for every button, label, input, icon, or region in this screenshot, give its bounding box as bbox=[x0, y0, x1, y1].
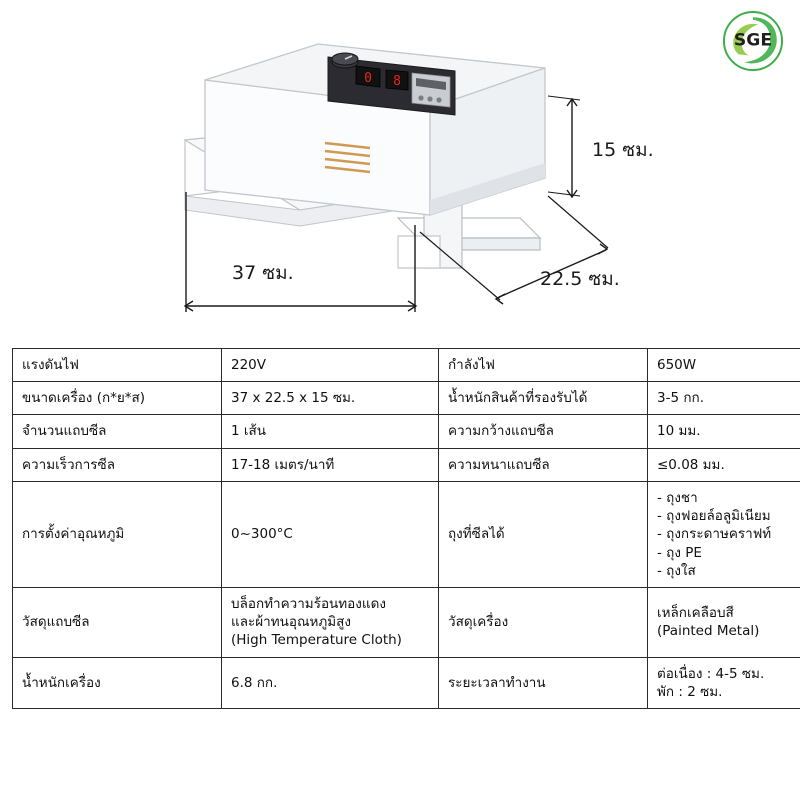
svg-text:0: 0 bbox=[364, 71, 372, 86]
spec-value-line: บล็อกทำความร้อนทองแดง bbox=[231, 595, 386, 612]
spec-label: ระยะเวลาทำงาน bbox=[439, 657, 648, 708]
spec-label: กำลังไฟ bbox=[439, 349, 648, 382]
product-illustration bbox=[0, 0, 800, 340]
spec-value-line: และผ้าทนอุณหภูมิสูง bbox=[231, 614, 352, 631]
sge-logo-icon bbox=[720, 8, 786, 74]
spec-value bbox=[222, 415, 439, 448]
spec-value-line: - ถุงใส bbox=[657, 562, 696, 579]
spec-value bbox=[222, 382, 439, 415]
table-row bbox=[13, 587, 800, 657]
svg-text:SGE: SGE bbox=[733, 30, 773, 51]
spec-label: ขนาดเครื่อง (ก*ย*ส) bbox=[13, 382, 222, 415]
table-row bbox=[13, 481, 800, 587]
spec-label: ถุงที่ซีลได้ bbox=[439, 481, 648, 587]
specifications-table bbox=[12, 348, 800, 709]
spec-label: ความเร็วการซีล bbox=[13, 448, 222, 481]
sealing-machine-drawing bbox=[0, 0, 800, 340]
spec-value-line: 1 เส้น bbox=[231, 423, 266, 440]
spec-value bbox=[648, 415, 800, 448]
spec-value-line: (High Temperature Cloth) bbox=[231, 632, 402, 649]
spec-value bbox=[222, 448, 439, 481]
spec-label: วัสดุเครื่อง bbox=[439, 587, 648, 657]
spec-value bbox=[222, 481, 439, 587]
dimension-width-label: 37 ซม. bbox=[232, 262, 294, 284]
spec-value-line: ≤0.08 มม. bbox=[657, 456, 725, 473]
spec-value bbox=[222, 587, 439, 657]
spec-value-line: - ถุง PE bbox=[657, 544, 702, 561]
spec-value bbox=[648, 382, 800, 415]
spec-value-line: 37 x 22.5 x 15 ซม. bbox=[231, 390, 356, 407]
spec-label: น้ำหนักเครื่อง bbox=[13, 657, 222, 708]
spec-value-line: 220V bbox=[231, 357, 267, 373]
dimension-height-label: 15 ซม. bbox=[592, 139, 654, 161]
table-row bbox=[13, 415, 800, 448]
spec-value-line: 650W bbox=[657, 357, 697, 373]
spec-value-line: 10 มม. bbox=[657, 423, 701, 440]
spec-value-line: 6.8 กก. bbox=[231, 674, 278, 691]
spec-value-line: - ถุงฟอยล์อลูมิเนียม bbox=[657, 508, 771, 525]
dimension-depth-label: 22.5 ซม. bbox=[540, 268, 620, 290]
table-row bbox=[13, 657, 800, 708]
spec-label: วัสดุแถบซีล bbox=[13, 587, 222, 657]
spec-value bbox=[648, 657, 800, 708]
spec-label: ความหนาแถบซีล bbox=[439, 448, 648, 481]
spec-value-line: ต่อเนื่อง : 4-5 ซม. bbox=[657, 665, 765, 682]
spec-value-line: 0~300°C bbox=[231, 526, 293, 543]
spec-label: น้ำหนักสินค้าที่รองรับได้ bbox=[439, 382, 648, 415]
spec-value bbox=[648, 349, 800, 382]
spec-value-line: - ถุงชา bbox=[657, 489, 698, 506]
spec-label: การตั้งค่าอุณหภูมิ bbox=[13, 481, 222, 587]
spec-label: ความกว้างแถบซีล bbox=[439, 415, 648, 448]
spec-value bbox=[648, 587, 800, 657]
table-row bbox=[13, 349, 800, 382]
spec-value bbox=[222, 657, 439, 708]
spec-value bbox=[648, 481, 800, 587]
table-row bbox=[13, 448, 800, 481]
spec-value bbox=[222, 349, 439, 382]
spec-value-line: 17-18 เมตร/นาที bbox=[231, 456, 335, 473]
spec-value bbox=[648, 448, 800, 481]
spec-value-line: 3-5 กก. bbox=[657, 390, 704, 407]
spec-label: แรงดันไฟ bbox=[13, 349, 222, 382]
table-row bbox=[13, 382, 800, 415]
spec-value-line: เหล็กเคลือบสี bbox=[657, 605, 734, 622]
spec-value-line: (Painted Metal) bbox=[657, 623, 760, 640]
spec-value-line: - ถุงกระดาษคราฟท์ bbox=[657, 526, 772, 543]
spec-table-body bbox=[13, 349, 800, 709]
svg-text:8: 8 bbox=[393, 74, 401, 89]
spec-label: จำนวนแถบซีล bbox=[13, 415, 222, 448]
spec-value-line: พัก : 2 ซม. bbox=[657, 683, 723, 700]
